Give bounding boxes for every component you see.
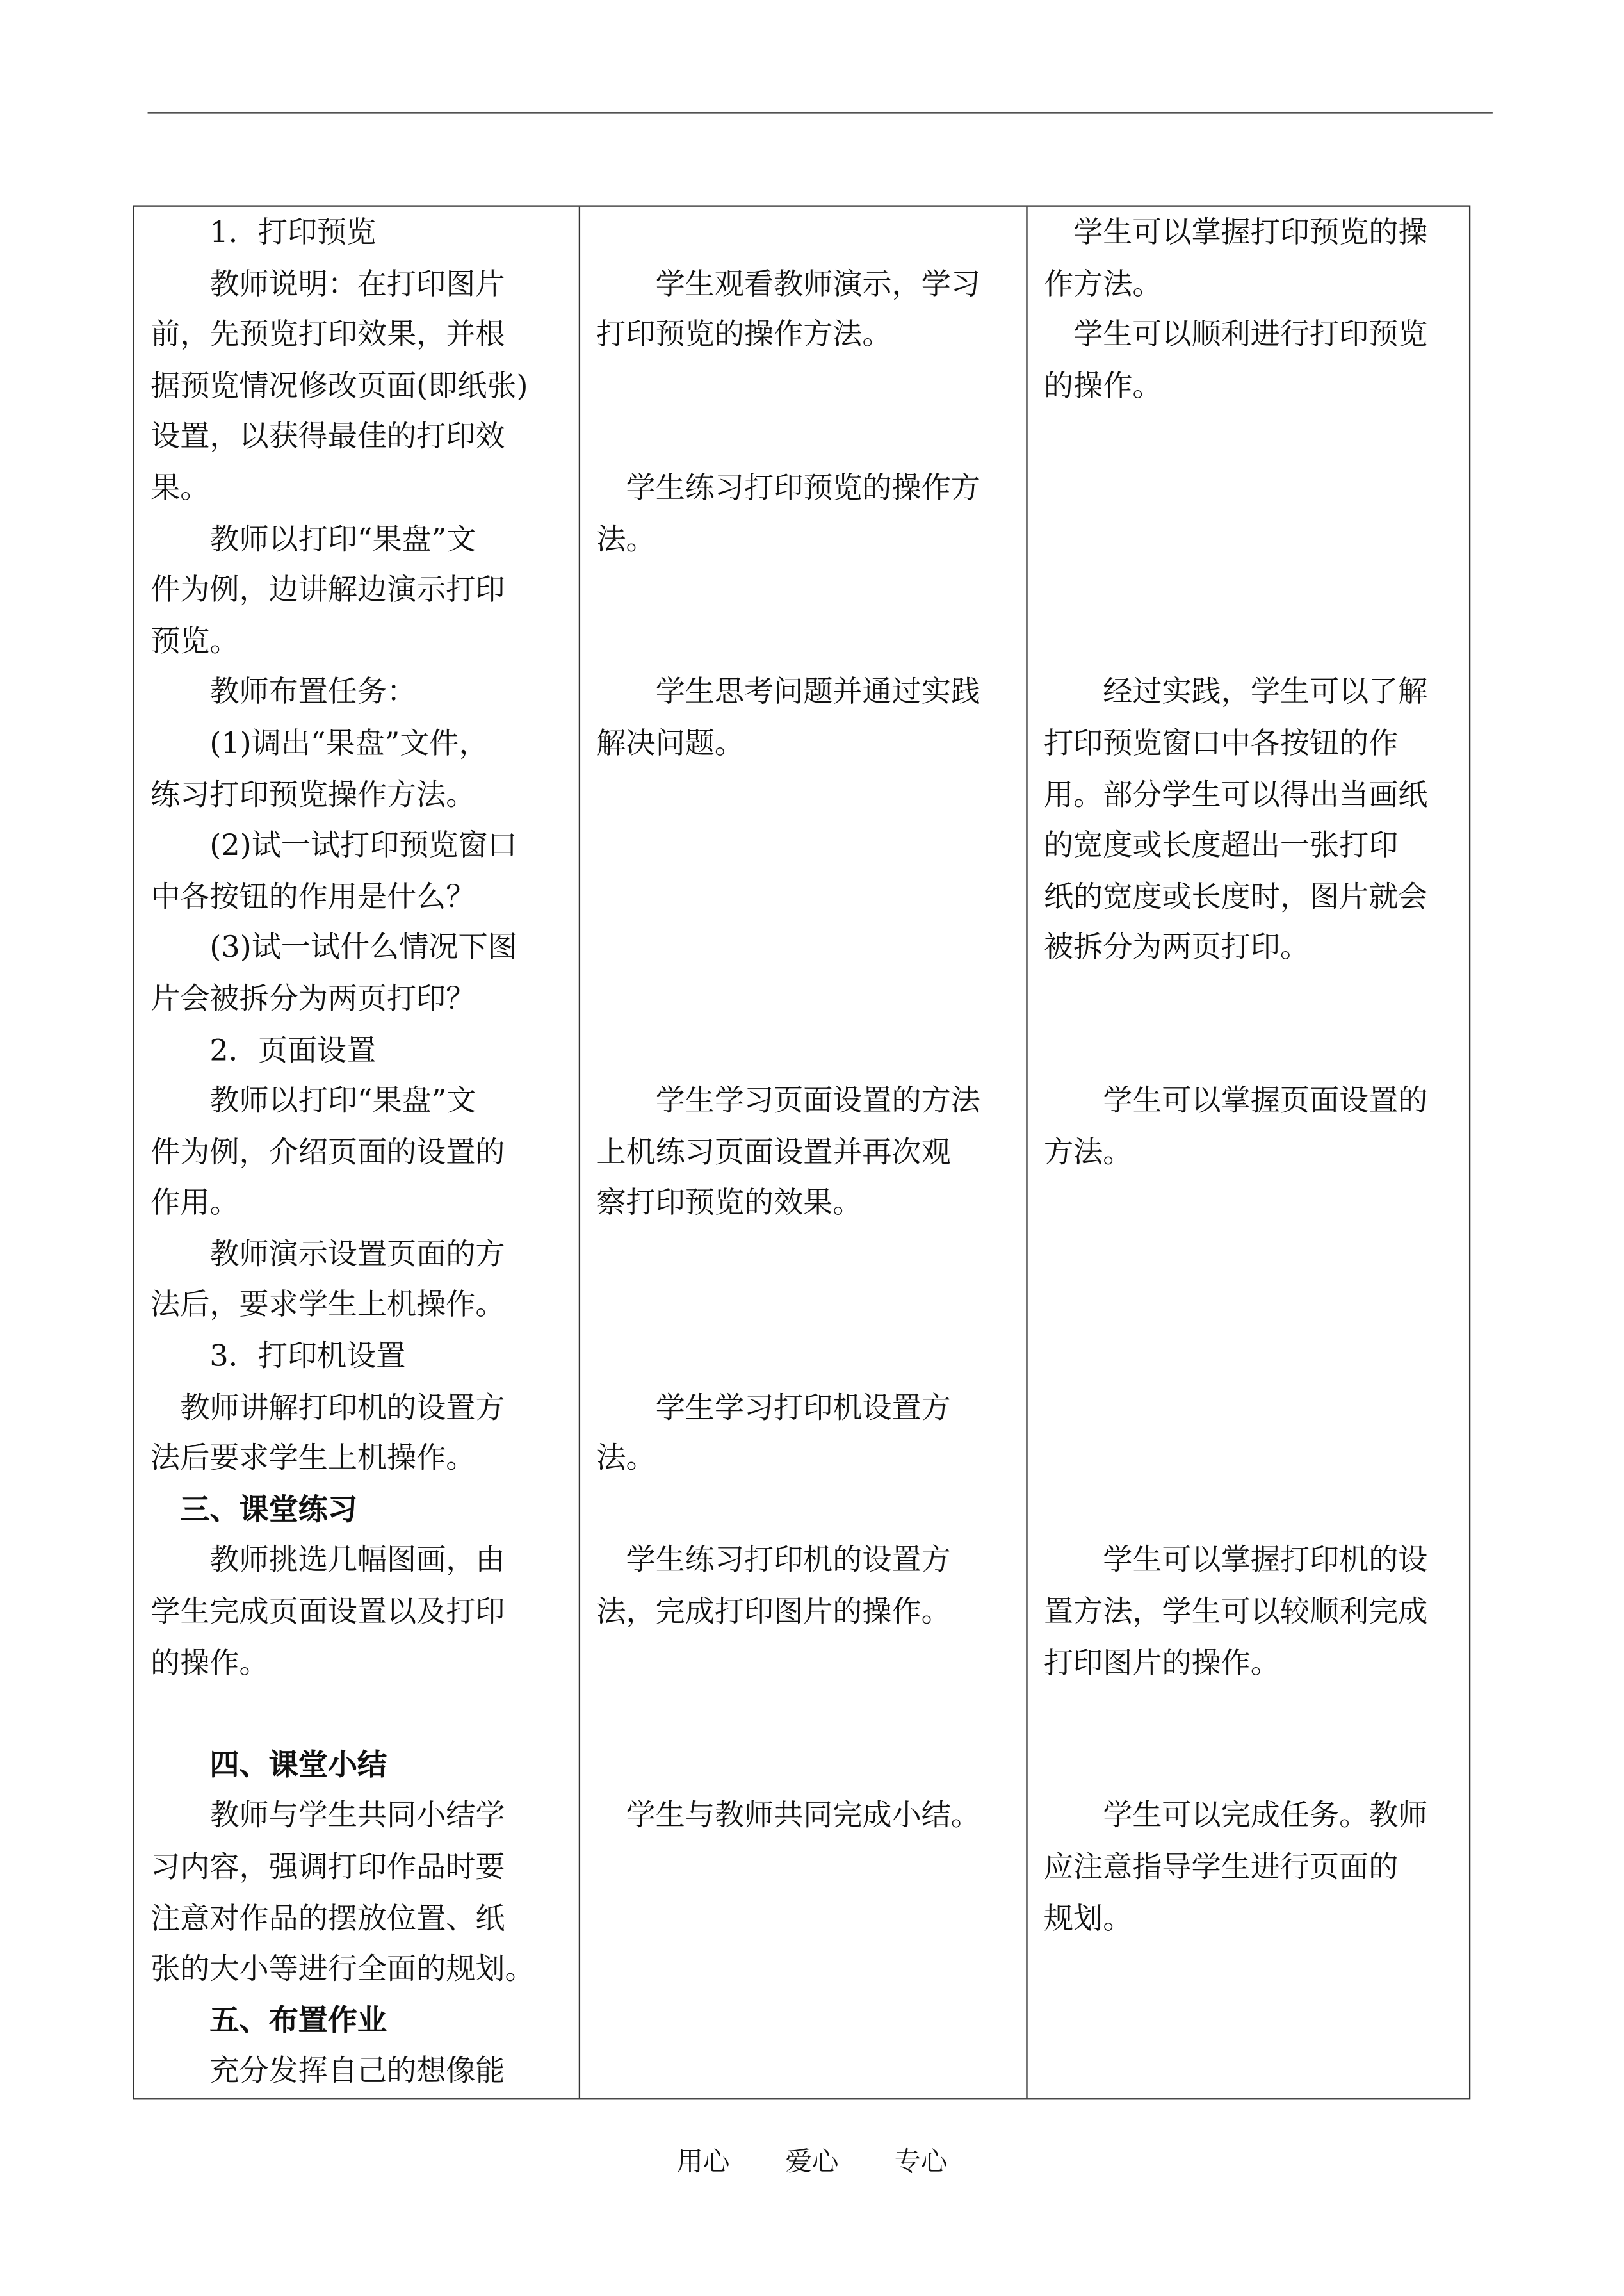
text-line: 打印图片的操作。 <box>1043 1644 1280 1680</box>
text-line: 教师布置任务： <box>150 674 417 710</box>
text-line: 打印预览窗口中各按钮的作 <box>1043 724 1399 761</box>
text-line: 学生学习打印机设置方 <box>596 1388 951 1425</box>
text-line: 充分发挥自己的想像能 <box>150 2053 505 2088</box>
footer-item: 爱心 <box>785 2147 839 2178</box>
expected-outcome-column <box>1044 207 1460 2098</box>
text-line: 察打印预览的效果。 <box>596 1184 863 1220</box>
header-rule <box>148 112 1493 113</box>
blank-line <box>1044 1484 1460 1535</box>
student-activity-column <box>596 207 1012 2098</box>
blank-line <box>596 1330 1012 1381</box>
blank-line <box>1044 513 1460 564</box>
blank-line <box>1044 973 1460 1024</box>
column-divider <box>1026 207 1027 2098</box>
text-line: 法。 <box>596 520 656 557</box>
text-line: 据预览情况修改页面(即纸张) <box>150 367 528 403</box>
blank-line <box>596 1637 1012 1688</box>
text-line: 方法。 <box>1043 1133 1133 1169</box>
text-line: 用。部分学生可以得出当画纸 <box>1043 776 1428 811</box>
text-line: (1)调出“果盘”文件， <box>150 724 489 761</box>
text-line: 作用。 <box>150 1184 240 1220</box>
text-line: 法后，要求学生上机操作。 <box>150 1287 505 1323</box>
text-line: 3．打印机设置 <box>150 1337 406 1374</box>
blank-line <box>1044 1433 1460 1484</box>
blank-line <box>596 207 1012 258</box>
blank-line <box>596 820 1012 871</box>
text-line: 注意对作品的摆放位置、纸 <box>150 1900 505 1935</box>
blank-line <box>1044 1739 1460 1790</box>
footer-item: 专心 <box>894 2147 948 2178</box>
text-line: 经过实践，学生可以了解 <box>1043 674 1428 710</box>
text-line: 学生练习打印机的设置方 <box>596 1542 951 1578</box>
blank-line <box>1044 1024 1460 1075</box>
text-line: 学生思考问题并通过实践 <box>596 674 980 710</box>
text-line: 学生可以掌握打印预览的操 <box>1043 214 1428 250</box>
text-line: 解决问题。 <box>596 724 744 761</box>
blank-line <box>596 922 1012 973</box>
text-line: 被拆分为两页打印。 <box>1043 929 1310 965</box>
text-line: 件为例，边讲解边演示打印 <box>150 571 505 607</box>
text-line: 片会被拆分为两页打印？ <box>150 980 476 1016</box>
text-line: 学生练习打印预览的操作方 <box>596 469 980 505</box>
blank-line <box>596 1484 1012 1535</box>
blank-line <box>596 1280 1012 1331</box>
text-line: 应注意指导学生进行页面的 <box>1043 1848 1399 1884</box>
text-line: 学生可以完成任务。教师 <box>1043 1797 1428 1834</box>
column-divider <box>579 207 580 2098</box>
blank-line <box>596 871 1012 922</box>
blank-line <box>1044 1688 1460 1739</box>
footer-item: 用心 <box>676 2147 730 2178</box>
text-line: 预览。 <box>150 623 240 658</box>
text-line: 学生与教师共同完成小结。 <box>596 1797 980 1834</box>
blank-line <box>150 1688 564 1739</box>
blank-line <box>596 1024 1012 1075</box>
text-line: 练习打印预览操作方法。 <box>150 776 476 811</box>
teacher-activity-column <box>150 207 564 2098</box>
blank-line <box>1044 564 1460 615</box>
text-line: 的操作。 <box>1043 367 1162 403</box>
section-heading: 三、课堂练习 <box>150 1491 357 1527</box>
text-line: 作方法。 <box>1043 265 1162 301</box>
page-footer <box>0 2144 1624 2183</box>
text-line: 纸的宽度或长度时，图片就会 <box>1043 878 1428 914</box>
text-line: 学生观看教师演示，学习 <box>596 265 980 301</box>
text-line: 设置，以获得最佳的打印效 <box>150 418 505 454</box>
text-line: 件为例，介绍页面的设置的 <box>150 1133 505 1169</box>
blank-line <box>1044 1280 1460 1331</box>
blank-line <box>1044 462 1460 514</box>
blank-line <box>1044 1228 1460 1280</box>
blank-line <box>596 564 1012 615</box>
text-line: 法。 <box>596 1440 656 1476</box>
text-line: 习内容，强调打印作品时要 <box>150 1848 505 1884</box>
blank-line <box>1044 411 1460 462</box>
text-line: 上机练习页面设置并再次观 <box>596 1133 951 1169</box>
text-line: 的操作。 <box>150 1644 269 1680</box>
lesson-table <box>133 205 1470 2099</box>
text-line: 打印预览的操作方法。 <box>596 316 892 352</box>
blank-line <box>596 973 1012 1024</box>
text-line: 前，先预览打印效果，并根 <box>150 316 505 352</box>
blank-line <box>1044 1177 1460 1228</box>
blank-line <box>596 1228 1012 1280</box>
blank-line <box>596 1688 1012 1739</box>
blank-line <box>596 615 1012 667</box>
text-line: 置方法，学生可以较顺利完成 <box>1043 1593 1428 1629</box>
text-line: 学生可以掌握打印机的设 <box>1043 1542 1428 1578</box>
blank-line <box>596 1739 1012 1790</box>
blank-line <box>1044 615 1460 667</box>
text-line: 张的大小等进行全面的规划。 <box>150 1950 535 1987</box>
text-line: 教师挑选几幅图画，由 <box>150 1542 505 1578</box>
text-line: (3)试一试什么情况下图 <box>150 929 517 965</box>
text-line: 教师讲解打印机的设置方 <box>150 1388 505 1425</box>
section-heading: 四、课堂小结 <box>150 1746 387 1782</box>
text-line: 1．打印预览 <box>150 214 377 250</box>
blank-line <box>1044 1330 1460 1381</box>
text-line: (2)试一试打印预览窗口 <box>150 827 517 863</box>
text-line: 教师与学生共同小结学 <box>150 1797 505 1834</box>
text-line: 学生可以掌握页面设置的 <box>1043 1082 1428 1118</box>
text-line: 法后要求学生上机操作。 <box>150 1440 476 1476</box>
text-line: 法，完成打印图片的操作。 <box>596 1593 951 1629</box>
text-line: 2．页面设置 <box>150 1031 377 1067</box>
text-line: 教师说明：在打印图片 <box>150 265 505 301</box>
text-line: 教师以打印“果盘”文 <box>150 520 476 557</box>
blank-line <box>596 411 1012 462</box>
section-heading: 五、布置作业 <box>150 2001 387 2038</box>
text-line: 果。 <box>150 469 210 505</box>
text-line: 学生学习页面设置的方法 <box>596 1082 980 1118</box>
text-line: 教师演示设置页面的方 <box>150 1235 505 1271</box>
blank-line <box>596 360 1012 411</box>
text-line: 学生可以顺利进行打印预览 <box>1043 316 1428 352</box>
text-line: 规划。 <box>1043 1900 1133 1935</box>
blank-line <box>596 769 1012 820</box>
text-line: 学生完成页面设置以及打印 <box>150 1593 505 1629</box>
text-line: 教师以打印“果盘”文 <box>150 1082 476 1118</box>
blank-line <box>1044 1381 1460 1433</box>
text-line: 的宽度或长度超出一张打印 <box>1043 827 1399 863</box>
text-line: 中各按钮的作用是什么？ <box>150 878 476 914</box>
